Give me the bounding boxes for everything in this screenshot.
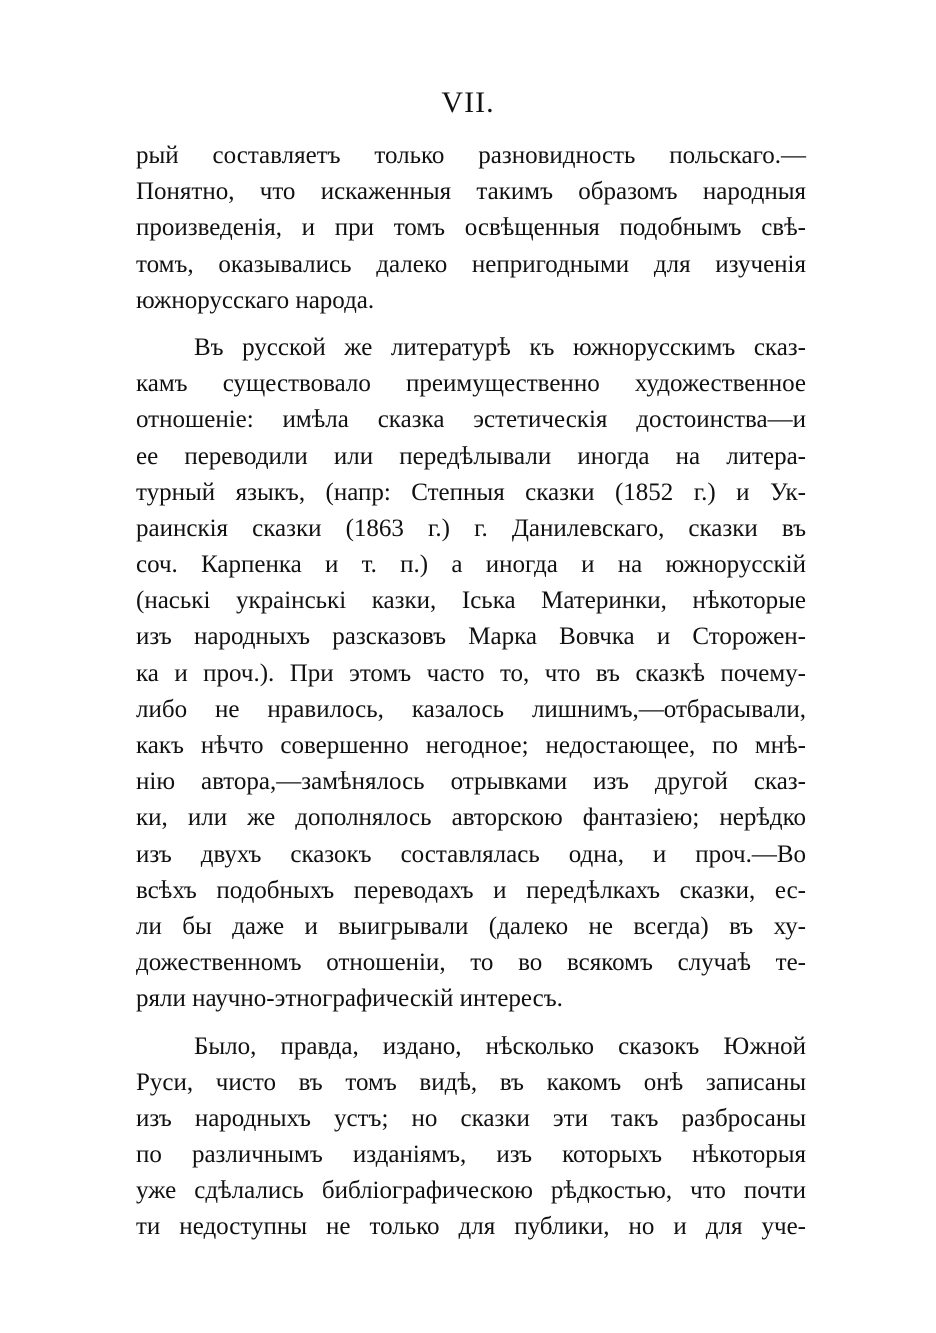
text-line: (наські украінські казки, Іська Материнки, нѣкоторые <box>136 587 806 615</box>
text-line: Въ русской же литературѣ къ южнорусскимъ сказ- <box>194 333 806 361</box>
text-line: ки, или же дополнялось авторскою фантазіею; нерѣдко <box>136 804 806 832</box>
text-line: дожественномъ отношеніи, то во всякомъ случаѣ те- <box>136 949 806 977</box>
text-line: Понятно, что искаженныя такимъ образомъ народныя <box>136 178 806 206</box>
text-line: какъ нѣчто совершенно негодное; недостающее, по мнѣ- <box>136 732 806 759</box>
text-line: всѣхъ подобныхъ переводахъ и передѣлкахъ сказки, ес- <box>136 876 806 904</box>
paragraph-3 <box>136 1029 806 1246</box>
text-line: по различнымъ изданіямъ, изъ которыхъ нѣкоторыя <box>136 1141 806 1169</box>
text-line: произведенія, и при томъ освѣщенныя подобнымъ свѣ- <box>136 214 806 242</box>
text-line: изъ народныхъ устъ; но сказки эти такъ разбросаны <box>136 1104 806 1132</box>
text-line: южнорусскаго народа. <box>136 286 375 314</box>
text-line: либо не нравилось, казалось лишнимъ,—отбрасывали, <box>136 695 806 723</box>
text-line: ее переводили или передѣлывали иногда на литера- <box>136 442 806 470</box>
text-line: Руси, чисто въ томъ видѣ, въ какомъ онѣ записаны <box>136 1068 806 1096</box>
text-line: уже сдѣлались библіографическою рѣдкостью, что почти <box>136 1177 806 1205</box>
text-line: нію автора,—замѣнялось отрывками изъ другой сказ- <box>136 768 806 796</box>
text-line: Было, правда, издано, нѣсколько сказокъ Южной <box>194 1032 806 1060</box>
text-line: ли бы даже и выигрывали (далеко не всегда) въ ху- <box>136 912 806 940</box>
text-line: ти недоступны не только для публики, но и для уче- <box>136 1213 806 1241</box>
text-line: рый составляетъ только разновидность польскаго.— <box>136 142 806 169</box>
text-line: изъ двухъ сказокъ составлялась одна, и проч.—Во <box>136 840 806 868</box>
text-line: камъ существовало преимущественно художественное <box>136 370 806 398</box>
paragraph-2 <box>136 330 806 1018</box>
text-line: турный языкъ, (напр: Степныя сказки (1852 г.) и Ук- <box>136 478 806 506</box>
paragraph-1 <box>136 138 806 319</box>
body-text <box>136 138 806 1246</box>
text-line: ка и проч.). При этомъ часто то, что въ сказкѣ почему- <box>136 659 806 687</box>
text-line: раинскія сказки (1863 г.) г. Данилевскаго, сказки въ <box>136 514 806 542</box>
text-line: изъ народныхъ разсказовъ Марка Вовчка и Сторожен- <box>136 623 806 651</box>
text-line: отношеніе: имѣла сказка эстетическія достоинства—и <box>136 406 806 434</box>
page-number: VII. <box>441 86 495 119</box>
text-line: ряли научно-этнографическій интересъ. <box>136 985 563 1013</box>
text-line: томъ, оказывались далеко непригодными для изученія <box>136 250 806 278</box>
text-line: соч. Карпенка и т. п.) а иногда и на южнорусскій <box>136 551 806 579</box>
